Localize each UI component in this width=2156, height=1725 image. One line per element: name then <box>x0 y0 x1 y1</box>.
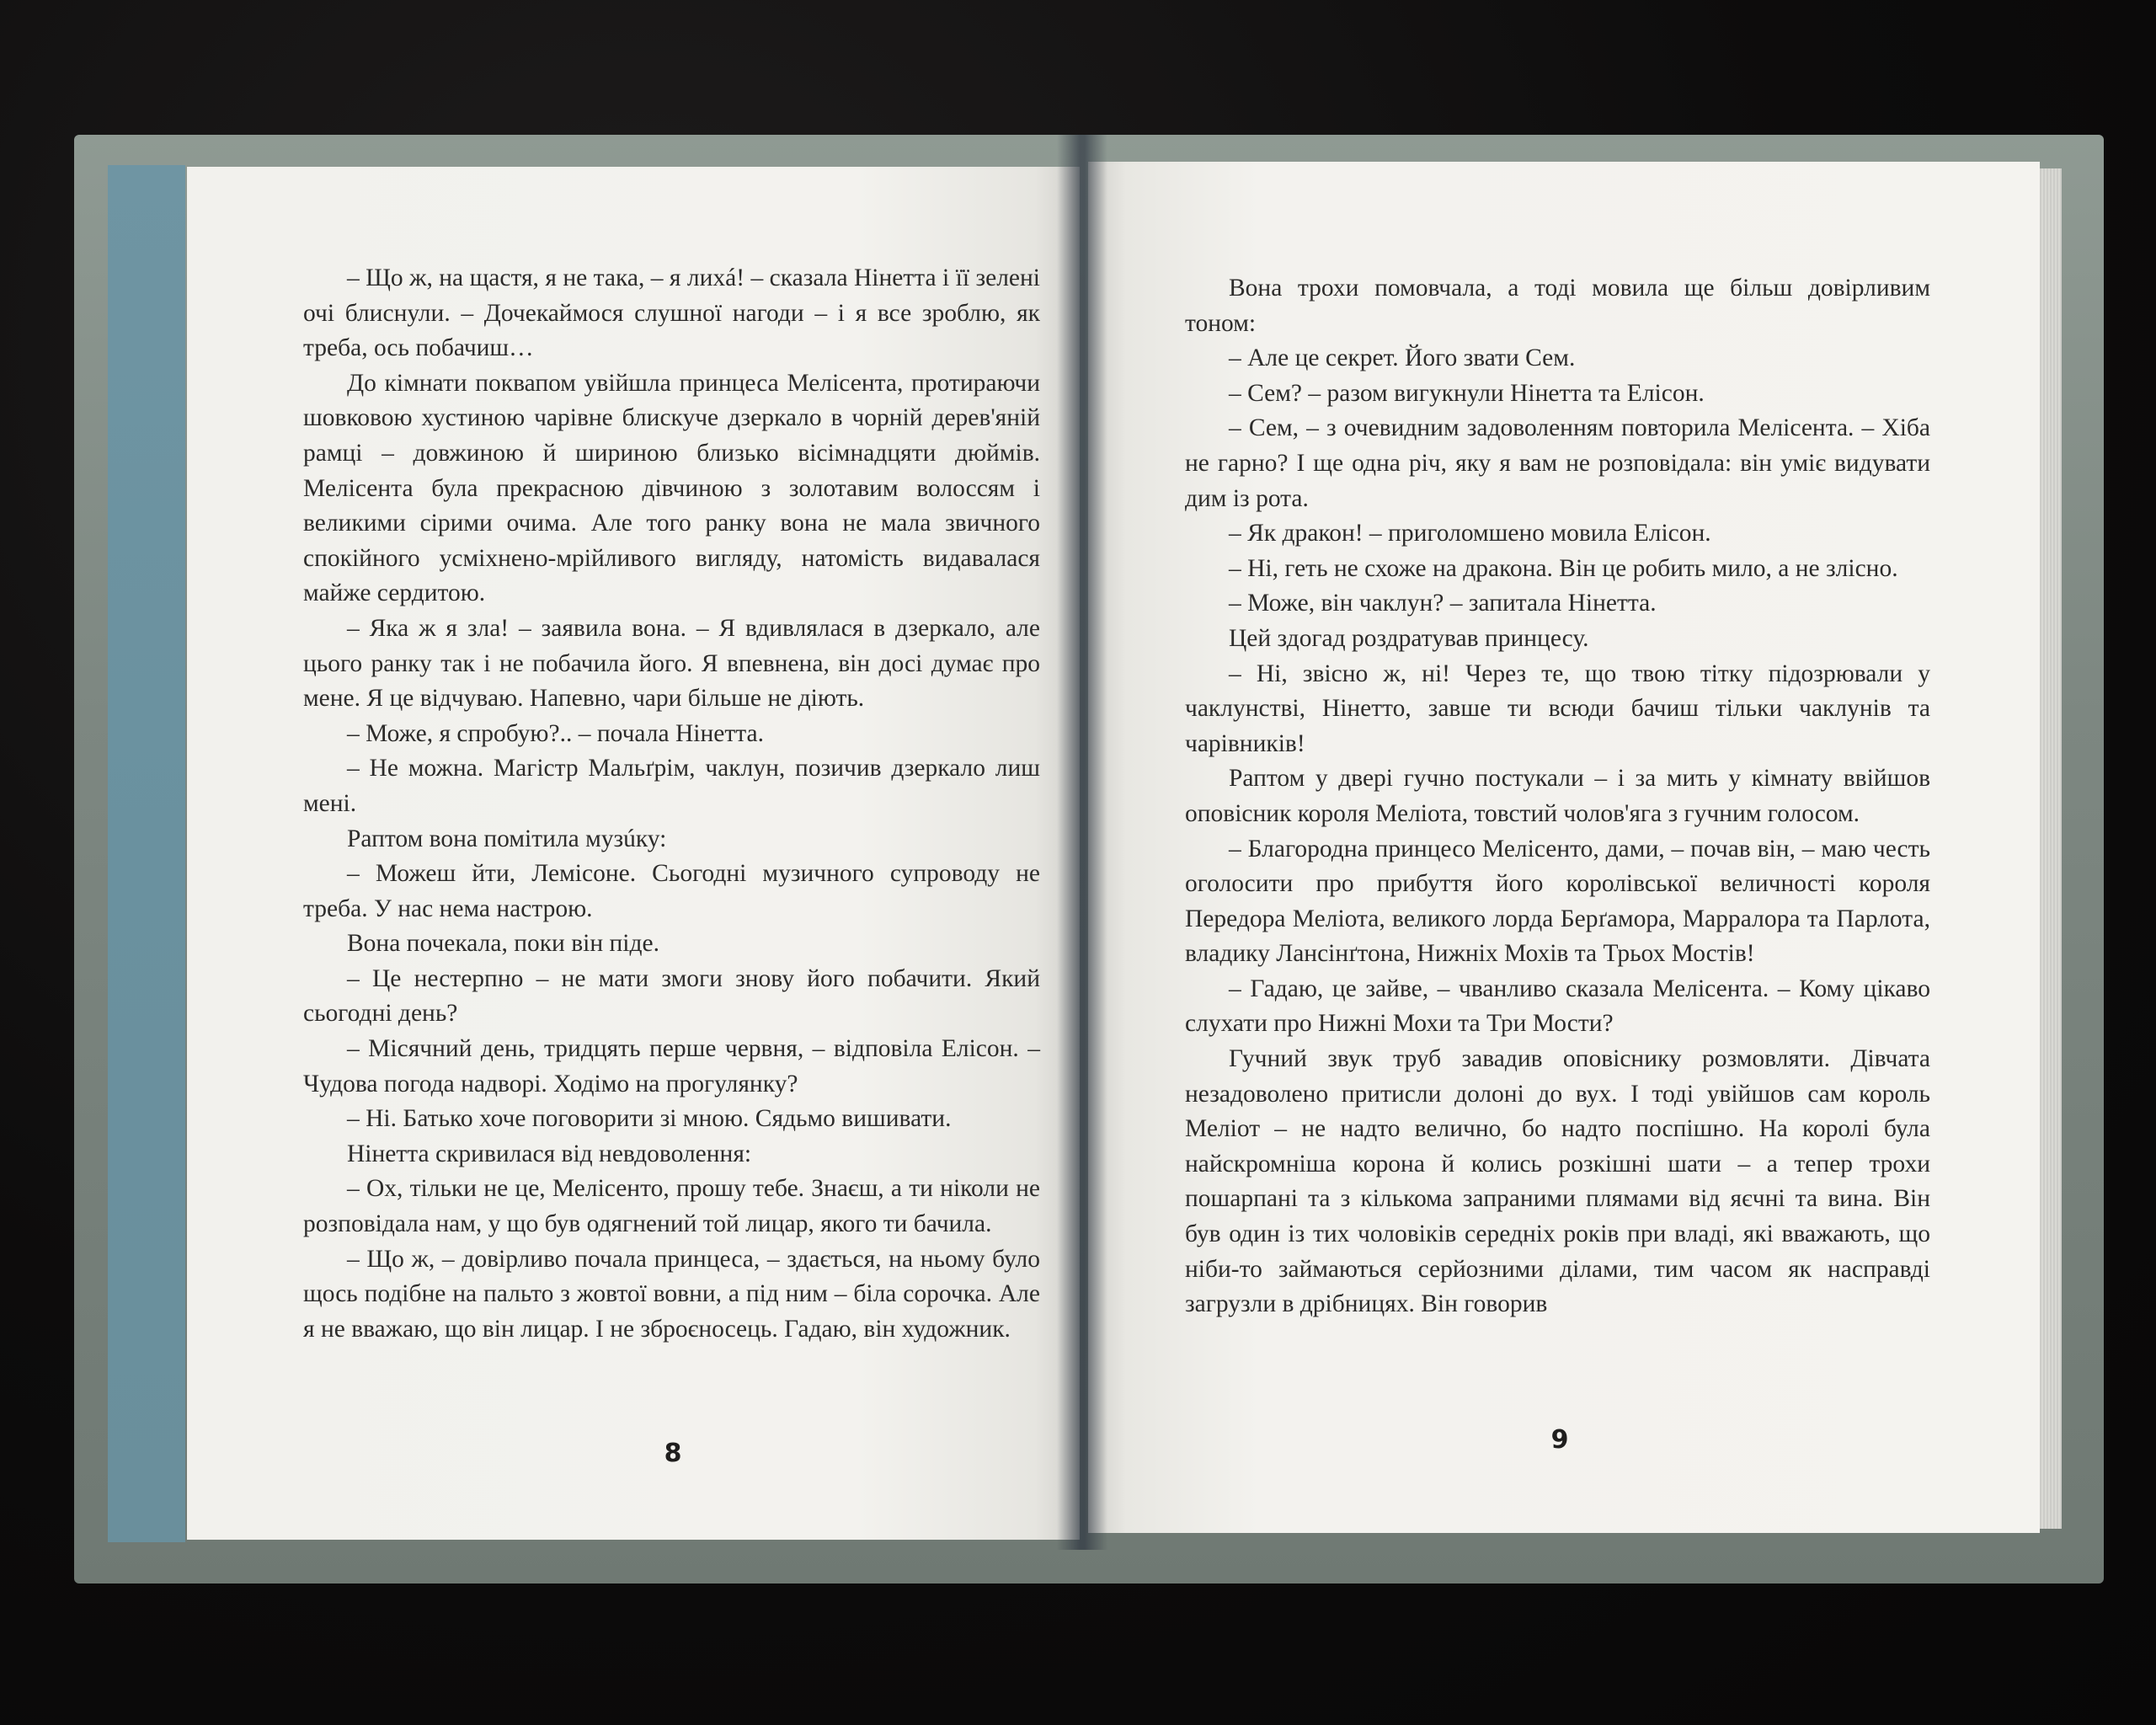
paragraph: Вона трохи помовчала, а тоді мовила ще більш довірливим тоном: <box>1185 275 1930 337</box>
page-stack-edge <box>2038 168 2062 1529</box>
paragraph: – Благородна принцесо Мелісенто, дами, – почав він, – маю честь оголосити про прибуття його королівської величності короля Передора Меліота, великого лорда Берґамора, Марралора та Парлота, владику Лансінґтона, Нижніх Мохів та Трьох Мостів! <box>1185 835 1930 968</box>
paragraph: – Але це секрет. Його звати Сем. <box>1229 344 1576 372</box>
paragraph: До кімнати поквапом увійшла принцеса Мелісента, протираючи шовковою хустиною чарівне блискуче дзеркало в чорній дерев'яній рамці – довжиною й шириною близько вісімнадцяти дюймів. Мелісента була прекрасною дівчиною з золотавим волоссям і великими сірими очима. Але того ранку вона не мала звичного спокійного усміхнено-мрійливого вигляду, натомість видавалася майже сердитою. <box>303 369 1040 607</box>
paragraph: – Ні, звісно ж, ні! Через те, що твою тітку підозрювали у чаклунстві, Нінетто, завше ти всюди бачиш тільки чаклунів та чарівників! <box>1185 660 1930 757</box>
paragraph: – Ох, тільки не це, Мелісенто, прошу тебе. Знаєш, а ти ніколи не розповідала нам, у що був одягнений той лицар, якого ти бачила. <box>303 1175 1040 1238</box>
paragraph: Раптом вона помітила музúку: <box>347 825 667 852</box>
right-page-text <box>1185 271 1930 1322</box>
paragraph: – Що ж, на щастя, я не така, – я лихá! – сказала Нінетта і її зелені очі блиснули. – Дочекаймося слушної нагоди – і я все зроблю, як треба, ось побачиш… <box>303 264 1040 362</box>
cover-inner-band <box>108 165 185 1542</box>
paragraph: – Ні, геть не схоже на дракона. Він це робить мило, а не злісно. <box>1229 554 1898 582</box>
paragraph: – Це нестерпно – не мати змоги знову його побачити. Який сьогодні день? <box>303 964 1040 1028</box>
page-number-left: 8 <box>664 1439 682 1468</box>
page-number-right: 9 <box>1550 1425 1569 1455</box>
paragraph: Цей здогад роздратував принцесу. <box>1229 624 1589 652</box>
paragraph: – Гадаю, це зайве, – чванливо сказала Мелісента. – Кому цікаво слухати про Нижні Мохи та Три Мости? <box>1185 975 1930 1038</box>
paragraph: – Сем? – разом вигукнули Нінетта та Елісон. <box>1229 379 1705 407</box>
paragraph: – Можеш йти, Лемісоне. Сьогодні музичного супроводу не треба. У нас нема настрою. <box>303 860 1040 922</box>
paragraph: – Що ж, – довірливо почала принцеса, – здається, на ньому було щось подібне на пальто з жовтої вовни, а під ним – біла сорочка. Але я не вважаю, що він лицар. І не зброєносець. Гадаю, він художник. <box>303 1245 1040 1343</box>
paragraph: – Яка ж я зла! – заявила вона. – Я вдивлялася в дзеркало, але цього ранку так і не побачила його. Я впевнена, він досі думає про мене. Я це відчуваю. Напевно, чари більше не діють. <box>303 614 1040 713</box>
paragraph: Раптом у двері гучно постукали – і за мить у кімнату ввійшов оповісник короля Меліота, товстий чолов'яга з гучним голосом. <box>1185 765 1930 827</box>
paragraph: Нінетта скривилася від невдоволення: <box>347 1140 752 1167</box>
paragraph: Гучний звук труб завадив оповіснику розмовляти. Дівчата незадоволено притисли долоні до вух. І тоді увійшов сам король Меліот – не надто велично, бо надто поспішно. На королі була найскромніша корона й колись розкішні шати – а тепер трохи пошарпані та з кількома запраними плямами від яєчні та вина. Він був один із тих чоловіків середніх років при владі, які вважають, що ніби-то займаються серйозними ділами, тим часом як насправді загрузли в дрібницях. Він говорив <box>1185 1045 1930 1318</box>
right-page <box>1088 162 2040 1533</box>
book-spine-gutter <box>1057 135 1107 1550</box>
paragraph: – Не можна. Магістр Мальґрім, чаклун, позичив дзеркало лиш мені. <box>303 755 1040 817</box>
paragraph: – Ні. Батько хоче поговорити зі мною. Сядьмо вишивати. <box>347 1105 952 1133</box>
paragraph: Вона почекала, поки він піде. <box>347 930 659 958</box>
paragraph: – Може, я спробую?.. – почала Нінетта. <box>347 719 764 747</box>
paragraph: – Місячний день, тридцять перше червня, – відповіла Елісон. – Чудова погода надворі. Ходімо на прогулянку? <box>303 1035 1040 1097</box>
left-page-text <box>303 261 1040 1347</box>
paragraph: – Як дракон! – приголомшено мовила Елісон. <box>1229 520 1711 547</box>
left-page <box>187 167 1080 1540</box>
paragraph: – Може, він чаклун? – запитала Нінетта. <box>1229 590 1657 617</box>
paragraph: – Сем, – з очевидним задоволенням повторила Мелісента. – Хіба не гарно? І ще одна річ, яку я вам не розповідала: він уміє видувати дим із рота. <box>1185 414 1930 512</box>
